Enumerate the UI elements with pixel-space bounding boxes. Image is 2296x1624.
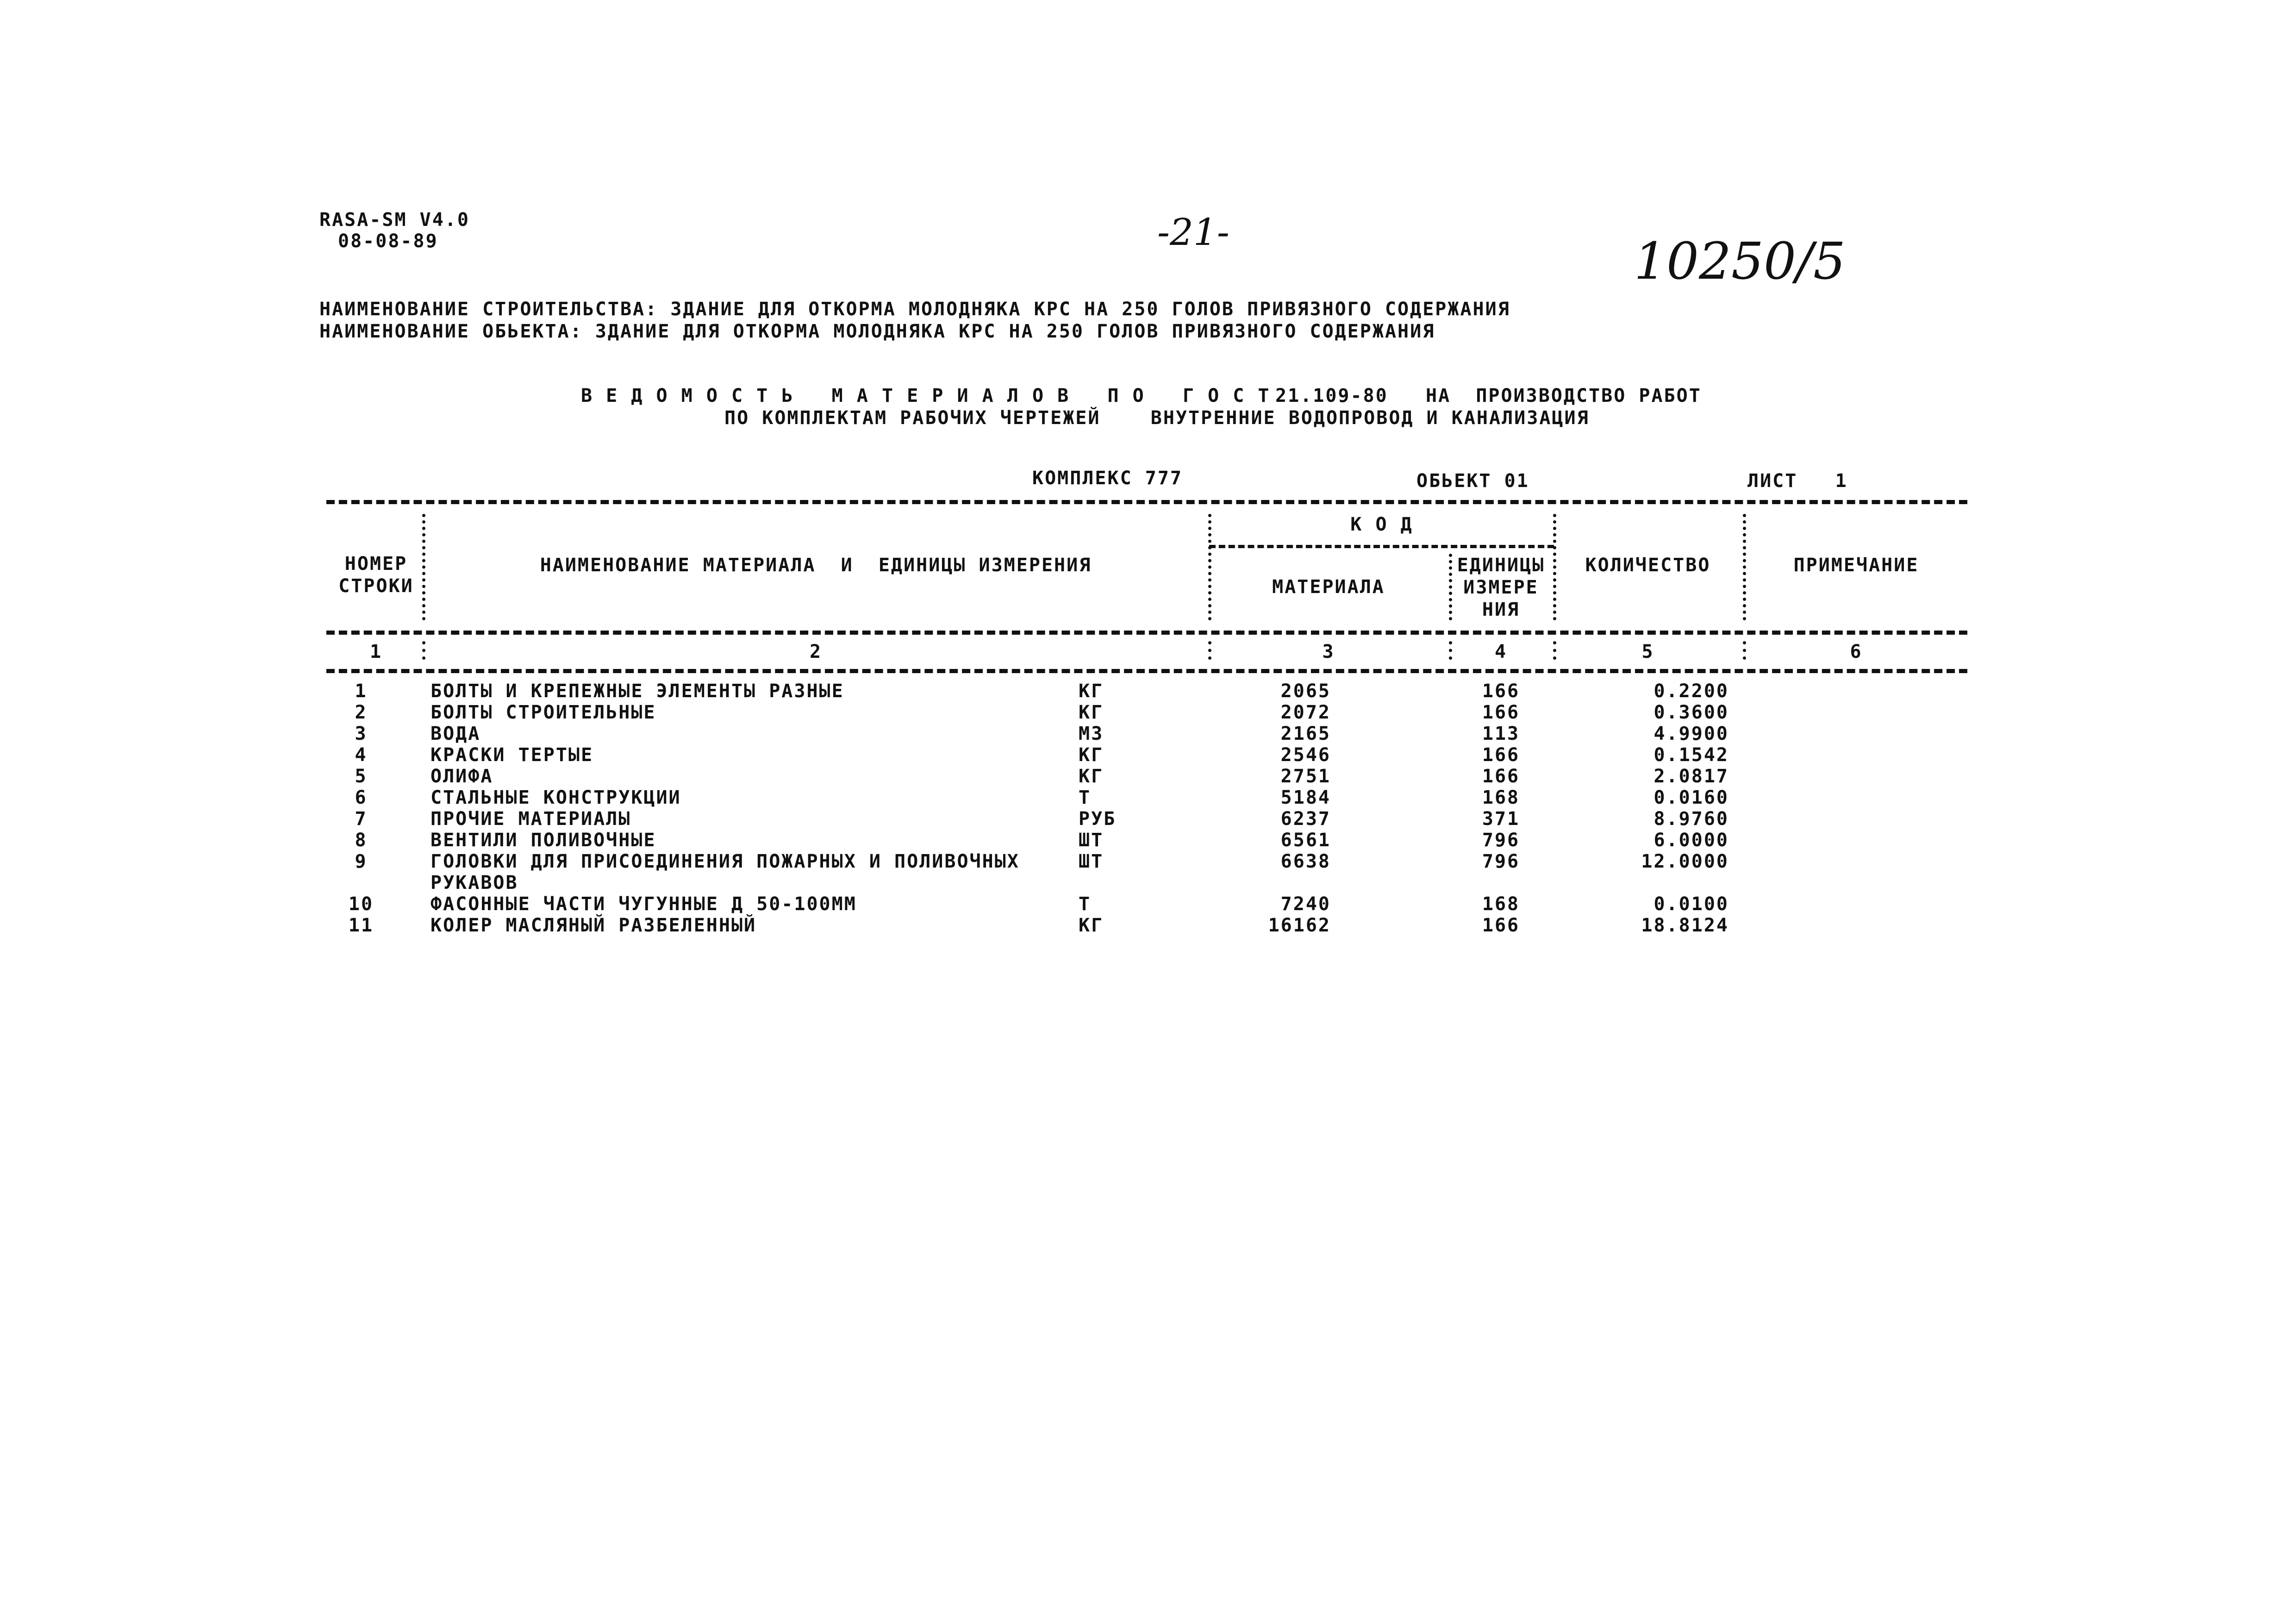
material-code: 6638 bbox=[1280, 851, 1331, 872]
object-line: НАИМЕНОВАНИЕ ОБЬЕКТА: ЗДАНИЕ ДЛЯ ОТКОРМА МОЛОДНЯКА КРС НА 250 ГОЛОВ ПРИВЯЗНОГО СОДЕРЖАНИЯ bbox=[319, 321, 1435, 342]
row-number: 8 bbox=[355, 830, 368, 851]
col-separator bbox=[1743, 641, 1746, 660]
unit-code: 166 bbox=[1482, 915, 1520, 936]
col-header-note: ПРИМЕЧАНИЕ bbox=[1793, 555, 1919, 576]
material-name: ПРОЧИЕ МАТЕРИАЛЫ bbox=[430, 808, 631, 830]
material-name-continued: РУКАВОВ bbox=[430, 872, 518, 893]
title-spaced: В Е Д О М О С Т Ь М А Т Е Р И А Л О В П О Г О С Т bbox=[581, 385, 1271, 406]
material-code: 16162 bbox=[1268, 915, 1331, 936]
table-top-rule bbox=[326, 500, 1967, 504]
col-number-5: 5 bbox=[1641, 641, 1654, 662]
material-code: 6561 bbox=[1280, 830, 1331, 851]
quantity: 0.0160 bbox=[1653, 787, 1729, 808]
numbers-bottom-rule bbox=[326, 669, 1967, 673]
unit-code: 166 bbox=[1482, 681, 1520, 702]
row-number: 3 bbox=[355, 723, 368, 744]
object-label: ОБЬЕКТ 01 bbox=[1416, 470, 1529, 492]
material-code: 6237 bbox=[1280, 808, 1331, 830]
page-number-mark: -21- bbox=[1157, 211, 1229, 254]
material-name: БОЛТЫ СТРОИТЕЛЬНЫЕ bbox=[430, 702, 656, 723]
code-subheader-rule bbox=[1209, 545, 1554, 548]
row-number: 10 bbox=[348, 893, 374, 915]
unit-code: 168 bbox=[1482, 787, 1520, 808]
document-number: 10250/5 bbox=[1634, 231, 1846, 291]
quantity: 2.0817 bbox=[1653, 766, 1729, 787]
col-separator bbox=[422, 514, 425, 620]
col-header-unit-1: ЕДИНИЦЫ bbox=[1457, 555, 1545, 576]
title-rest: 21.109-80 НА ПРОИЗВОДСТВО РАБОТ bbox=[1275, 385, 1702, 406]
unit-name: ШТ bbox=[1079, 851, 1104, 872]
material-name: ФАСОННЫЕ ЧАСТИ ЧУГУННЫЕ Д 50-100ММ bbox=[430, 893, 857, 915]
row-number: 7 bbox=[355, 808, 368, 830]
quantity: 4.9900 bbox=[1653, 723, 1729, 744]
col-number-6: 6 bbox=[1850, 641, 1863, 662]
quantity: 0.2200 bbox=[1653, 681, 1729, 702]
system-date: 08-08-89 bbox=[338, 231, 438, 252]
material-code: 2165 bbox=[1280, 723, 1331, 744]
unit-code: 796 bbox=[1482, 830, 1520, 851]
row-number: 6 bbox=[355, 787, 368, 808]
unit-code: 168 bbox=[1482, 893, 1520, 915]
col-number-4: 4 bbox=[1494, 641, 1508, 662]
unit-code: 113 bbox=[1482, 723, 1520, 744]
material-code: 2546 bbox=[1280, 744, 1331, 766]
row-number: 1 bbox=[355, 681, 368, 702]
col-header-code: К О Д bbox=[1350, 514, 1413, 535]
row-number: 11 bbox=[348, 915, 374, 936]
title-line2: ПО КОМПЛЕКТАМ РАБОЧИХ ЧЕРТЕЖЕЙ ВНУТРЕННИЕ ВОДОПРОВОД И КАНАЛИЗАЦИЯ bbox=[724, 407, 1590, 429]
col-separator bbox=[1743, 514, 1746, 620]
quantity: 12.0000 bbox=[1641, 851, 1729, 872]
unit-code: 371 bbox=[1482, 808, 1520, 830]
col-number-2: 2 bbox=[809, 641, 823, 662]
unit-name: М3 bbox=[1079, 723, 1104, 744]
col-header-unit-3: НИЯ bbox=[1482, 599, 1520, 620]
unit-code: 166 bbox=[1482, 766, 1520, 787]
col-header-quantity: КОЛИЧЕСТВО bbox=[1585, 555, 1711, 576]
material-code: 7240 bbox=[1280, 893, 1331, 915]
col-header-name: НАИМЕНОВАНИЕ МАТЕРИАЛА И ЕДИНИЦЫ ИЗМЕРЕНИЯ bbox=[540, 555, 1092, 576]
col-header-row-no-2: СТРОКИ bbox=[338, 575, 414, 597]
unit-name: КГ bbox=[1079, 766, 1104, 787]
material-name: КРАСКИ ТЕРТЫЕ bbox=[430, 744, 594, 766]
quantity: 0.0100 bbox=[1653, 893, 1729, 915]
col-header-unit-2: ИЗМЕРЕ bbox=[1463, 577, 1539, 598]
unit-name: Т bbox=[1079, 893, 1092, 915]
complex-label: КОМПЛЕКС 777 bbox=[1032, 468, 1183, 489]
col-number-1: 1 bbox=[369, 641, 383, 662]
col-header-row-no-1: НОМЕР bbox=[344, 553, 408, 575]
row-number: 9 bbox=[355, 851, 368, 872]
row-number: 4 bbox=[355, 744, 368, 766]
unit-code: 796 bbox=[1482, 851, 1520, 872]
material-code: 2065 bbox=[1280, 681, 1331, 702]
unit-name: КГ bbox=[1079, 915, 1104, 936]
material-name: КОЛЕР МАСЛЯНЫЙ РАЗБЕЛЕННЫЙ bbox=[430, 915, 757, 936]
row-number: 2 bbox=[355, 702, 368, 723]
quantity: 0.1542 bbox=[1653, 744, 1729, 766]
quantity: 18.8124 bbox=[1641, 915, 1729, 936]
quantity: 8.9760 bbox=[1653, 808, 1729, 830]
col-number-3: 3 bbox=[1322, 641, 1335, 662]
material-name: ГОЛОВКИ ДЛЯ ПРИСОЕДИНЕНИЯ ПОЖАРНЫХ И ПОЛИВОЧНЫХ bbox=[430, 851, 1020, 872]
quantity: 6.0000 bbox=[1653, 830, 1729, 851]
sheet-label: ЛИСТ 1 bbox=[1747, 470, 1848, 492]
col-separator bbox=[422, 641, 425, 660]
unit-name: КГ bbox=[1079, 744, 1104, 766]
material-name: ОЛИФА bbox=[430, 766, 493, 787]
material-name: ВЕНТИЛИ ПОЛИВОЧНЫЕ bbox=[430, 830, 656, 851]
row-number: 5 bbox=[355, 766, 368, 787]
col-header-material: МАТЕРИАЛА bbox=[1272, 576, 1385, 598]
material-code: 5184 bbox=[1280, 787, 1331, 808]
material-name: СТАЛЬНЫЕ КОНСТРУКЦИИ bbox=[430, 787, 681, 808]
material-code: 2751 bbox=[1280, 766, 1331, 787]
unit-code: 166 bbox=[1482, 702, 1520, 723]
material-name: БОЛТЫ И КРЕПЕЖНЫЕ ЭЛЕМЕНТЫ РАЗНЫЕ bbox=[430, 681, 844, 702]
unit-code: 166 bbox=[1482, 744, 1520, 766]
header-bottom-rule bbox=[326, 631, 1967, 635]
unit-name: РУБ bbox=[1079, 808, 1117, 830]
unit-name: КГ bbox=[1079, 702, 1104, 723]
material-name: ВОДА bbox=[430, 723, 481, 744]
unit-name: ШТ bbox=[1079, 830, 1104, 851]
material-code: 2072 bbox=[1280, 702, 1331, 723]
unit-name: КГ bbox=[1079, 681, 1104, 702]
quantity: 0.3600 bbox=[1653, 702, 1729, 723]
system-name: RASA-SM V4.0 bbox=[319, 209, 470, 231]
unit-name: Т bbox=[1079, 787, 1092, 808]
construction-line: НАИМЕНОВАНИЕ СТРОИТЕЛЬСТВА: ЗДАНИЕ ДЛЯ ОТКОРМА МОЛОДНЯКА КРС НА 250 ГОЛОВ ПРИВЯЗНОГО СОДЕРЖАНИЯ bbox=[319, 299, 1510, 320]
